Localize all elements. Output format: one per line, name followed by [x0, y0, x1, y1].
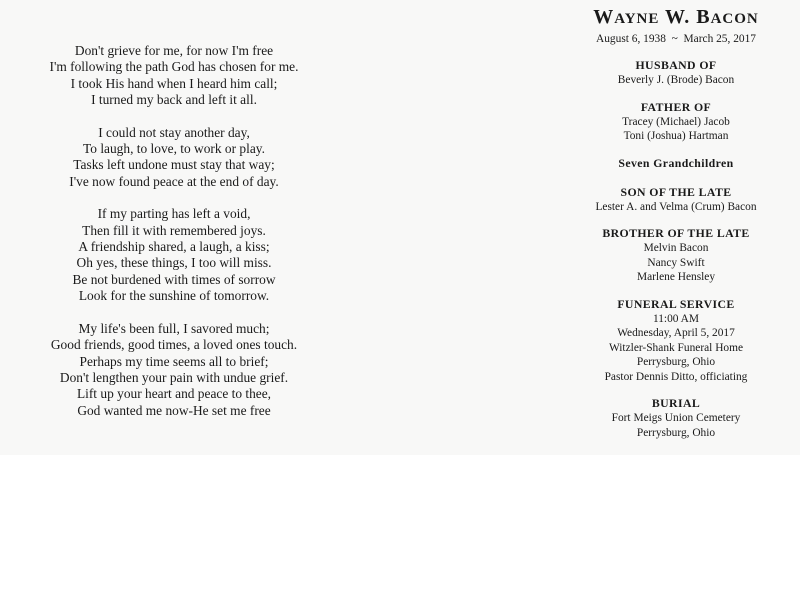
poem-line: Oh yes, these things, I too will miss. — [76, 255, 272, 271]
date-separator: ~ — [671, 33, 678, 45]
name-middle: W. B — [659, 6, 711, 28]
poem-line: I've now found peace at the end of day. — [69, 173, 279, 189]
brother-section — [558, 226, 794, 285]
section-heading: SON OF THE LATE — [620, 184, 732, 199]
poem-stanza — [0, 206, 348, 304]
burial-section — [558, 396, 794, 440]
relative-name: Toni (Joshua) Hartman — [623, 130, 729, 142]
relative-name: Beverly J. (Brode) Bacon — [617, 74, 735, 86]
obituary-details — [558, 4, 794, 452]
grandchildren-section — [558, 156, 794, 171]
burial-detail: Fort Meigs Union Cemetery — [611, 412, 741, 424]
birth-date: August 6, 1938 — [596, 33, 666, 45]
poem-line: I took His hand when I heard him call; — [70, 75, 278, 91]
poem-line: Then fill it with remembered joys. — [82, 222, 266, 238]
name-smallcaps: ACON — [710, 11, 759, 27]
poem-line: I could not stay another day, — [98, 124, 250, 140]
section-heading: BROTHER OF THE LATE — [602, 226, 750, 240]
name-smallcaps: AYNE — [614, 11, 660, 27]
poem-stanza — [0, 43, 348, 109]
poem-line: I turned my back and left it all. — [91, 92, 257, 108]
son-section — [558, 185, 794, 215]
relative-name: Lester A. and Velma (Crum) Bacon — [595, 200, 757, 213]
poem-line: God wanted me now-He set me free — [77, 402, 271, 418]
funeral-service-section — [558, 297, 794, 385]
section-heading: HUSBAND OF — [635, 58, 717, 72]
poem-line: Be not burdened with times of sorrow — [72, 271, 276, 287]
poem-line: Tasks left undone must stay that way; — [73, 157, 275, 173]
section-heading: FATHER OF — [640, 99, 712, 114]
section-heading: BURIAL — [651, 396, 701, 410]
service-detail: Pastor Dennis Ditto, officiating — [604, 370, 748, 383]
death-date: March 25, 2017 — [683, 33, 756, 45]
poem-line: Don't lengthen your pain with undue grief. — [59, 369, 289, 385]
deceased-name — [558, 4, 794, 32]
section-heading: FUNERAL SERVICE — [617, 296, 735, 311]
life-dates — [558, 32, 794, 46]
name-initial: W — [593, 6, 615, 28]
poem-line: Don't grieve for me, for now I'm free — [74, 43, 274, 58]
poem-line: My life's been full, I savored much; — [78, 320, 270, 336]
service-detail: Perrysburg, Ohio — [636, 356, 716, 368]
husband-section — [558, 58, 794, 88]
poem-line: If my parting has left a void, — [97, 206, 251, 222]
memorial-poem — [0, 43, 348, 435]
service-detail: Wednesday, April 5, 2017 — [617, 327, 735, 339]
poem-line: A friendship shared, a laugh, a kiss; — [78, 239, 270, 255]
relative-name: Nancy Swift — [647, 256, 705, 269]
father-section — [558, 100, 794, 144]
relative-name: Marlene Hensley — [636, 271, 716, 283]
poem-line: Perhaps my time seems all to brief; — [79, 353, 269, 369]
service-detail: 11:00 AM — [652, 312, 700, 325]
burial-detail: Perrysburg, Ohio — [636, 426, 716, 439]
service-detail: Witzler-Shank Funeral Home — [608, 341, 744, 354]
poem-line: Look for the sunshine of tomorrow. — [78, 288, 270, 304]
relative-name: Tracey (Michael) Jacob — [622, 115, 730, 128]
poem-line: Good friends, good times, a loved ones touch. — [50, 337, 298, 353]
poem-line: Lift up your heart and peace to thee, — [76, 386, 272, 402]
poem-stanza — [0, 125, 348, 191]
poem-stanza — [0, 321, 348, 419]
relative-name: Melvin Bacon — [643, 242, 709, 254]
grandchildren-heading: Seven Grandchildren — [618, 155, 734, 170]
poem-line: I'm following the path God has chosen for me. — [49, 59, 299, 75]
poem-line: To laugh, to love, to work or play. — [83, 141, 265, 157]
